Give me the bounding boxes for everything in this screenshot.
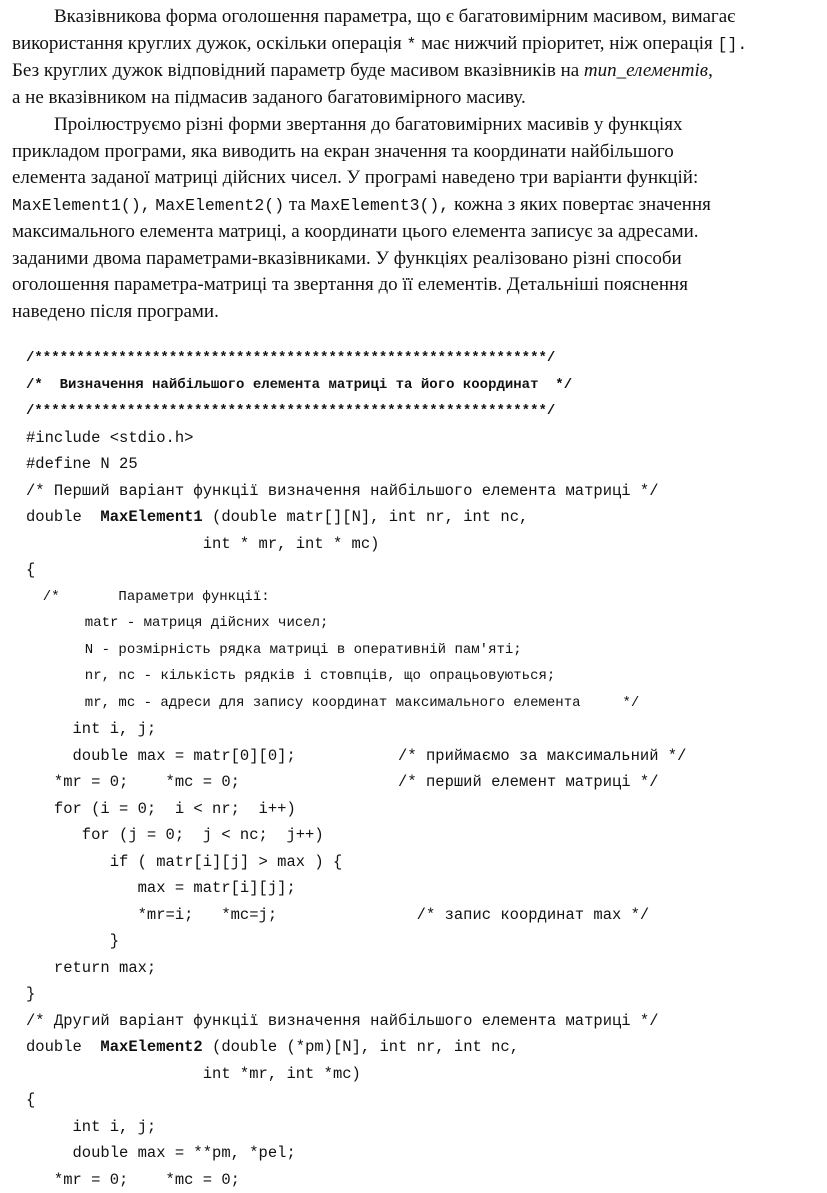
text-line xyxy=(12,31,812,59)
code-line: *mr = 0; *mc = 0; /* перший елемент матриці */ xyxy=(26,769,816,796)
code-comment-border: /*************************************************************/ xyxy=(26,398,816,425)
text-line: а не вказівником на підмасив заданого багатовимірного масиву. xyxy=(12,85,812,112)
text-line: максимального елемента матриці, а координати цього елемента записує за адресами. xyxy=(12,219,812,246)
italic-term: тип_елементів xyxy=(584,60,708,81)
code-inline: * xyxy=(407,35,417,54)
code-line: max = matr[i][j]; xyxy=(26,875,816,902)
code-brace: { xyxy=(26,557,816,584)
function-name: MaxElement1 xyxy=(100,508,202,526)
code-define: #define N 25 xyxy=(26,451,816,478)
code-line: for (j = 0; j < nc; j++) xyxy=(26,822,816,849)
code-line: *mr = 0; *mc = 0; xyxy=(26,1167,816,1193)
code-line: double max = matr[0][0]; /* приймаємо за максимальний */ xyxy=(26,743,816,770)
text-line: заданими двома параметрами-вказівниками. У функціях реалізовано різні способи xyxy=(12,246,812,273)
code-brace: } xyxy=(26,981,816,1008)
code-inline: MaxElement1(), xyxy=(12,196,151,215)
code-params: (double (*pm)[N], int nr, int nc, xyxy=(203,1038,519,1056)
text-span: Без круглих дужок відповідний параметр буде масивом вказівників на xyxy=(12,60,579,81)
code-params-cont: int * mr, int * mc) xyxy=(26,531,816,558)
text-line: Вказівникова форма оголошення параметра, що є багатовимірним масивом, вимагає xyxy=(12,4,812,31)
code-inline: MaxElement3(), xyxy=(311,196,450,215)
code-comment: /* Перший варіант функції визначення найбільшого елемента матриці */ xyxy=(26,478,816,505)
paragraph-program-intro xyxy=(12,112,812,325)
text-line xyxy=(12,58,812,85)
code-type: double xyxy=(26,508,100,526)
code-header-comment: /* Визначення найбільшого елемента матриці та його координат */ xyxy=(26,372,816,399)
code-params-cont: int *mr, int *mc) xyxy=(26,1061,816,1088)
text-span: кожна з яких повертає значення xyxy=(454,194,711,215)
code-inline: MaxElement2() xyxy=(155,196,284,215)
code-comment: nr, nc - кількість рядків і стовпців, що опрацьовуються; xyxy=(26,663,816,690)
text-span: , xyxy=(708,60,713,81)
code-line: int i, j; xyxy=(26,716,816,743)
code-comment: /* Другий варіант функції визначення найбільшого елемента матриці */ xyxy=(26,1008,816,1035)
code-listing xyxy=(26,345,816,1193)
code-brace: { xyxy=(26,1087,816,1114)
code-type: double xyxy=(26,1038,100,1056)
code-line: int i, j; xyxy=(26,1114,816,1141)
code-function-signature xyxy=(26,1034,816,1061)
text-line: елемента заданої матриці дійсних чисел. У програмі наведено три варіанти функцій: xyxy=(12,165,812,192)
code-include: #include <stdio.h> xyxy=(26,425,816,452)
code-line: double max = **pm, *pel; xyxy=(26,1140,816,1167)
function-name: MaxElement2 xyxy=(100,1038,202,1056)
code-inline: []. xyxy=(718,35,748,54)
text-line: наведено після програми. xyxy=(12,299,812,326)
code-function-signature xyxy=(26,504,816,531)
code-comment: /* Параметри функції: xyxy=(26,584,816,611)
code-params: (double matr[][N], int nr, int nc, xyxy=(203,508,529,526)
code-line: for (i = 0; i < nr; i++) xyxy=(26,796,816,823)
paragraph-pointer-form xyxy=(12,4,812,111)
code-comment: matr - матриця дійсних чисел; xyxy=(26,610,816,637)
text-line xyxy=(12,192,812,220)
text-line: оголошення параметра-матриці та звертання до її елементів. Детальніші пояснення xyxy=(12,272,812,299)
code-comment-border: /*************************************************************/ xyxy=(26,345,816,372)
text-line: Проілюструємо різні форми звертання до багатовимірних масивів у функціях xyxy=(12,112,812,139)
code-line: if ( matr[i][j] > max ) { xyxy=(26,849,816,876)
text-span: має нижчий пріоритет, ніж операція xyxy=(421,33,713,54)
code-line: *mr=i; *mc=j; /* запис координат max */ xyxy=(26,902,816,929)
code-line: } xyxy=(26,928,816,955)
text-span: та xyxy=(289,194,306,215)
code-comment: mr, mc - адреси для запису координат максимального елемента */ xyxy=(26,690,816,717)
text-line: прикладом програми, яка виводить на екран значення та координати найбільшого xyxy=(12,139,812,166)
code-line: return max; xyxy=(26,955,816,982)
text-span: використання круглих дужок, оскільки операція xyxy=(12,33,402,54)
code-comment: N - розмірність рядка матриці в оперативній пам'яті; xyxy=(26,637,816,664)
